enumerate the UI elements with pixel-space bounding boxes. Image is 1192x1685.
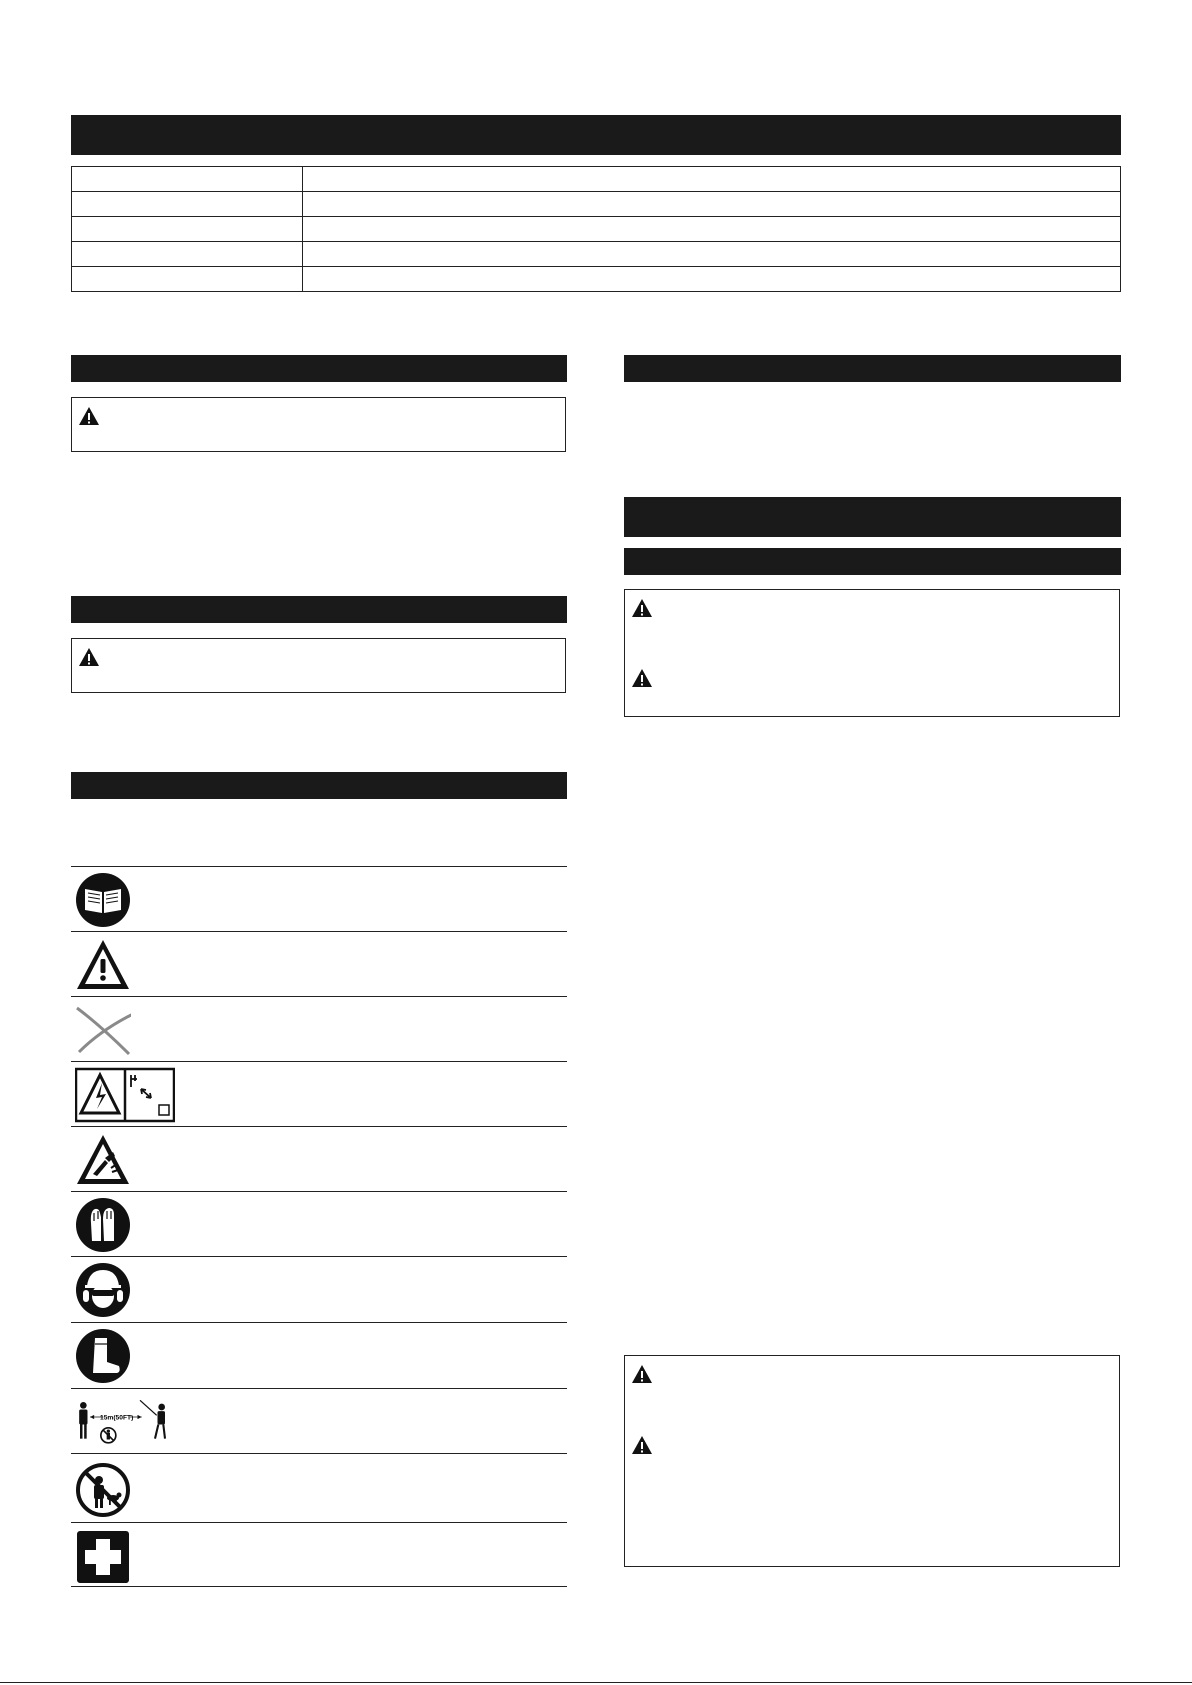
wear-gloves-icon [75, 1197, 131, 1253]
spec-label [72, 267, 303, 292]
table-row [72, 192, 1121, 217]
cutting-hazard-icon [75, 1132, 131, 1188]
spec-label [72, 217, 303, 242]
table-row [72, 242, 1121, 267]
warning-box [71, 638, 566, 693]
warning-triangle-icon [631, 598, 653, 618]
symbol-row [71, 1256, 567, 1322]
keep-distance-icon [75, 1394, 175, 1450]
symbol-row [71, 1453, 567, 1523]
keep-bystanders-away-icon [75, 1462, 131, 1518]
symbol-row [71, 1388, 567, 1454]
spec-value [303, 192, 1121, 217]
specification-table [71, 166, 1121, 292]
wear-boots-icon [75, 1328, 131, 1384]
table-row [72, 267, 1121, 292]
spec-label [72, 167, 303, 192]
spec-value [303, 267, 1121, 292]
spec-value [303, 242, 1121, 267]
warning-triangle-icon [631, 668, 653, 688]
table-row [72, 217, 1121, 242]
warning-box [71, 397, 566, 452]
warning-box [624, 589, 1120, 717]
warning-triangle-icon [631, 1435, 653, 1455]
page-bottom-rule [0, 1682, 1192, 1683]
warning-box [624, 1355, 1120, 1567]
section-heading-bar [624, 355, 1121, 382]
table-row [72, 167, 1121, 192]
table-bottom-rule [71, 1586, 567, 1587]
caution-triangle-icon [75, 937, 131, 993]
distance-label: 15m(50FT) [100, 1414, 134, 1422]
section-heading-bar [71, 772, 567, 799]
warning-triangle-icon [78, 406, 100, 426]
prohibited-cross-icon [75, 1002, 131, 1058]
symbol-row [71, 1191, 567, 1257]
page-header-bar [71, 115, 1121, 155]
warning-triangle-icon [78, 647, 100, 667]
symbol-row [71, 996, 567, 1062]
section-heading-bar [71, 596, 567, 623]
symbol-row [71, 1322, 567, 1388]
chapter-heading-bar [624, 497, 1121, 537]
warning-triangle-icon [631, 1364, 653, 1384]
section-heading-bar [624, 548, 1121, 575]
spec-label [72, 192, 303, 217]
spec-label [72, 242, 303, 267]
symbol-row [71, 1522, 567, 1588]
electric-shock-distance-icon [75, 1067, 175, 1123]
symbol-row [71, 1126, 567, 1192]
section-heading-bar [71, 355, 567, 382]
symbol-row [71, 1061, 567, 1127]
spec-value [303, 217, 1121, 242]
symbol-row [71, 931, 567, 997]
wear-helmet-eye-ear-protection-icon [75, 1262, 131, 1318]
read-manual-icon [75, 872, 131, 928]
first-aid-icon [75, 1529, 131, 1585]
symbol-row [71, 866, 567, 932]
spec-value [303, 167, 1121, 192]
